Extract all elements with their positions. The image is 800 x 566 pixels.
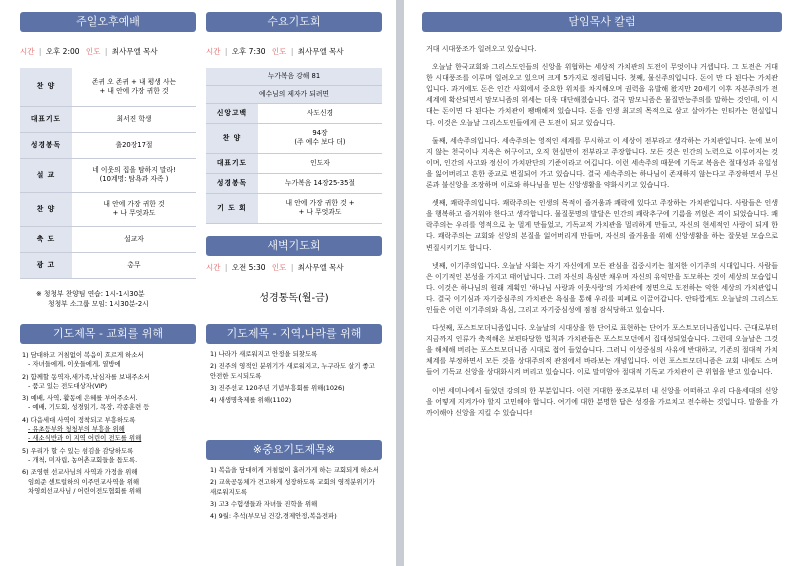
order-label: 찬 양 xyxy=(206,123,258,153)
list-item: 4) 9월: 추석(부모님 건강,경제안정,복음전파) xyxy=(210,512,337,521)
sermon-title: 예수님의 제자가 되려면 xyxy=(206,85,382,103)
order-value: 내 안에 가장 귀한 것 + + 나 무엇과도 xyxy=(258,193,382,223)
dawn-prayer-header: 새벽기도회 xyxy=(206,236,382,256)
order-label: 대표기도 xyxy=(206,153,258,173)
list-item: 3) 예배, 사역, 활동에 은혜를 부어주소서. - 예배, 기도회, 성경읽기, 목장, 각종훈련 등 xyxy=(22,394,150,412)
prayer-church-list xyxy=(22,351,198,499)
order-label: 광 고 xyxy=(20,252,72,278)
order-value: 존귀 오 존귀 + 내 평생 사는 + 내 안에 가장 귀한 것 xyxy=(72,68,196,106)
column-paragraph: 다섯째, 포스트모더니즘입니다. 오늘날의 시대상을 한 단어로 표현하는 단어가 포스트모더니즘입니다. 근대로부터 지금까지 인류가 축적해온 보편타당한 법칙과 가치관들은 포스트모던에서 집대성되었습니다. 그런데 오늘날은 그것을 해체해 버리는 포스트모더니즘 시대로 접어 들었습니다. 그러니 이성중심의 사유에 반대하고, 기존의 절대적 가치 체계를 부정하면서 모든 것을 상대주의적 관점에서 바라보는 개념입니다. 이런 포스트모더니즘은 교회 내에도 스며들어 기독교 신앙을 상대화시켜 버리고 있습니다. 이로 말미암아 절대적 기독교 가치관이 큰 위협을 받고 있습니다. xyxy=(426,324,778,377)
sermon-series: 누가복음 강해 81 xyxy=(206,68,382,85)
order-value: 내 안에 가장 귀한 것 + 나 무엇과도 xyxy=(72,192,196,226)
list-item: 2) 진주의 영적인 분위기가 새로워지고, 누구라도 살기 좋고 안전한 도시되도록 xyxy=(210,362,375,380)
order-label: 성경봉독 xyxy=(206,173,258,193)
list-item: 4) 다음세대 사역이 정착되고 부흥하도록 - 유초등부와 청청부의 부흥을 위해 - 새소식반과 이 지역 어린이 전도를 위해 xyxy=(22,415,142,443)
order-label: 찬 양 xyxy=(20,192,72,226)
order-value: 설교자 xyxy=(72,226,196,252)
list-item: 1) 복음을 담대히게 거침없이 흘러가게 하는 교회되게 하소서 xyxy=(210,466,379,474)
prayer-region-list xyxy=(210,350,380,408)
order-value: 네 이웃의 집을 탐하지 말라! (10계명: 탐욕과 자족 ) xyxy=(72,158,196,192)
prayer-region-header: 기도제목 - 지역,나라를 위해 xyxy=(206,324,382,344)
order-label: 대표기도 xyxy=(20,106,72,132)
order-value: 최서진 학생 xyxy=(72,106,196,132)
column-paragraph: 거대 시대풍조가 일려오고 있습니다. xyxy=(426,45,537,53)
order-value: 출20장17절 xyxy=(72,132,196,158)
order-value: 94장 (주 예수 보다 더) xyxy=(258,123,382,153)
sunday-note-2: 청청부 소그룹 모임: 1시30분-2시 xyxy=(48,300,149,308)
pastor-column-header: 담임목사 칼럼 xyxy=(422,12,782,32)
sunday-note-1: ※ 청청부 찬양팀 연습: 1시-1시30분 xyxy=(36,290,145,298)
column-paragraph: 둘째, 세속주의입니다. 세속주의는 영적인 세계를 무시하고 이 세상이 전부라고 생각하는 가치관입니다. 눈에 보이지 않는 천국이나 지옥은 허구이고, 오직 현실만이 전부라고 주장합니다. 모든 것은 인간의 노력으로 이루어지는 것이며, 인간의 사고와 정신이 가치판단의 기준이라고 여깁니다. 이런 세속주의 때문에 기독교 복음은 절대성과 유일성을 잃어버리고 흔한 종교로 변질되어 가고 있습니다. 결국 세속주의는 하나님이 존재하지 않는다고 주장하면서 무신론과 불신앙을 조장하며 이로와 하나님을 믿는 신앙생활을 약화시키고 있습니다. xyxy=(426,136,778,190)
list-item: 5) 우리가 할 수 있는 섬김을 감당하도록 - 개척, 미자립, 농어촌교회들을 돕도록. xyxy=(22,446,138,464)
column-paragraph: 이번 세미나에서 들었던 강의의 한 부분입니다. 이런 거대한 풍조로부터 내 신앙을 어떠하고 우리 다음세대의 신앙을 어떻게 지켜가야 할지 고민해야 합니다. 여기에 대한 분명한 답은 성경을 가르치고 전수하는 것입니다. 말씀을 가까이해야 신앙을 지킬 수 있습니다! xyxy=(426,386,778,417)
column-paragraph: 셋째, 쾌락주의입니다. 쾌락주의는 인생의 목적이 즐거움과 쾌락에 있다고 주장하는 가치관입니다. 사람들은 인생을 행복하고 즐거워야 한다고 생각합니다. 물질문명의 발달은 인간의 쾌락추구에 기름을 끼얹은 격이 되었습니다. 쾌락주의는 우리를 영적으로 눈 멀게 만들었고, 기독교적 가치관을 멀리하게 만들고, 자신의 현세적인 사랑이 되게 한다. 쾌락주의는 교회와 신앙의 본질을 잃어버리게 만들며, 자신의 즐거움을 위해 신앙생활을 하는 잘못된 모습으로 변질시키기도 합니다. xyxy=(426,199,778,252)
list-item: 6) 조영현 선교사님의 사역과 가정을 위해 임희준 센트럴하의 이주민교사역을 위해 차영희선교사님 / 어린이전도협회를 위해 xyxy=(22,468,142,495)
order-value: 누가복음 14장25-35절 xyxy=(258,173,382,193)
list-item: 2) 교육공동체가 견고하게 성장하도록 교회의 영적분위기가 새로워지도록 xyxy=(210,478,375,496)
order-label: 설 교 xyxy=(20,158,72,192)
order-label: 축 도 xyxy=(20,226,72,252)
list-item: 3) 고3 수험생들과 자녀들 진학을 위해 xyxy=(210,499,318,508)
right-page xyxy=(404,0,800,566)
order-value: 인도자 xyxy=(258,153,382,173)
wednesday-order-table xyxy=(206,68,382,224)
pastor-column-body xyxy=(426,44,778,426)
prayer-focus-header: ※중요기도제목※ xyxy=(206,440,382,460)
list-item: 3) 진주선교 120주년 기념부흥회를 위해(1026) xyxy=(210,383,345,392)
dawn-meta: 시간 | 오전 5:30 인도 | 최사무엘 목사 xyxy=(206,263,344,272)
sunday-service-header: 주일오후예배 xyxy=(20,12,196,32)
wednesday-meta: 시간 | 오후 7:30 인도 | 최사무엘 목사 xyxy=(206,47,344,56)
order-label: 찬 양 xyxy=(20,68,72,106)
order-label: 기 도 회 xyxy=(206,193,258,223)
list-item: 4) 새생명축제를 위해(1102) xyxy=(210,396,292,405)
prayer-focus-list xyxy=(210,466,380,524)
list-item: 1) 담대하고 거침없이 복음이 흐르게 하소서 - 자녀들에게, 이웃들에게, 열방에 xyxy=(22,351,144,369)
list-item: 1) 나라가 새로워지고 안정을 되찾도록 xyxy=(210,350,318,358)
order-value: 총무 xyxy=(72,252,196,278)
wednesday-service-header: 수요기도회 xyxy=(206,12,382,32)
list-item: 2) 함께할 동역자,새가족,낙심자를 보내주소서 - 품고 있는 전도대상자(VIP) xyxy=(22,372,150,390)
column-paragraph: 넷째, 이기주의입니다. 오늘날 사회는 자기 자신에게 모든 관심을 집중시키는 철저한 이기주의 시대입니다. 사람들은 이기적인 본성을 가지고 태어납니다. 그러 자신의 욕심만 채우며 자신의 유익만을 도모하는 것이 세상의 모습입니다. 이것은 하나님의 원래 계획인 '하나님 사랑과 이웃사랑'의 가치관에 정면으로 도전하는 악한 세상의 가치관입니다. 결국 이기심과 자기중심주의 가치관은 욕심을 통해 우리를 피폐로 이끌어갑니다. 안타깝게도 오늘날의 그리스도인들은 이런 이기주의와 욕심, 그리고 자기중심성에 점점 잠식당하고 있습니다. xyxy=(426,261,778,314)
order-value: 사도신경 xyxy=(258,103,382,123)
sunday-order-table xyxy=(20,68,196,279)
sunday-meta: 시간 | 오후 2:00 인도 | 최사무엘 목사 xyxy=(20,47,158,56)
left-page xyxy=(0,0,396,566)
column-paragraph: 오늘날 한국교회와 그리스도인들의 신앙을 위협하는 세상적 가치관의 도전이 무엇이냐 거셉니다. 그 도전은 거대한 시대풍조를 이루며 일려오고 있으며 크게 5가지로 정리됩니다. 첫째, 물신주의입니다. 돈이 만 다 된다는 가치관입니다. 과거에도 돈은 인간 사회에서 중요한 위치를 차지해오며 권력을 유발해 왔지만 20세기 이후 자본주의가 전 세계에 확산되면서 맘모니즘의 위세는 더욱 대단해졌습니다. 결국 맘모니즘은 물질만능주의를 말하는 것인데, 이 시대는 돈이면 다 된다는 가치관이 팽배해져 있습니다. 돈을 인생 최고의 목적으로 삼고 살아가는 인티카는 현실입니다. 이것은 오늘날 그리스도인들에게 큰 도전이 되고 있습니다. xyxy=(426,63,778,127)
order-label: 성경봉독 xyxy=(20,132,72,158)
order-label: 신앙고백 xyxy=(206,103,258,123)
prayer-church-header: 기도제목 - 교회를 위해 xyxy=(20,324,196,344)
dawn-reading: 성경통독(월-금) xyxy=(259,293,329,304)
